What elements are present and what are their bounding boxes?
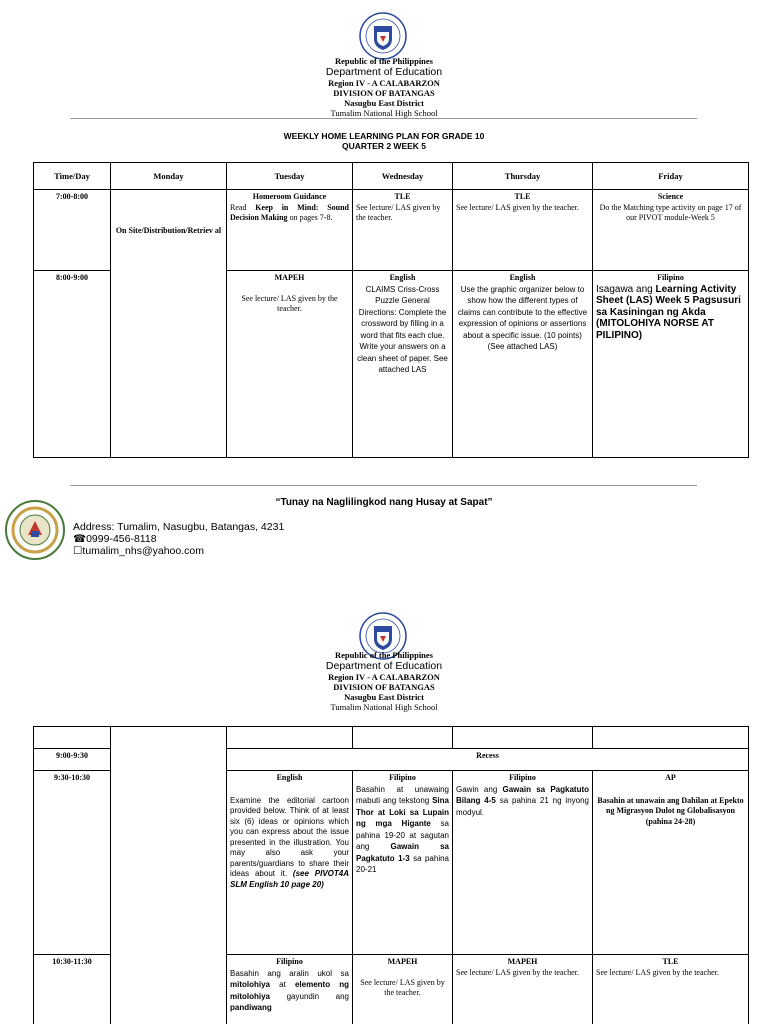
header-district: Nasugbu East District <box>344 98 424 108</box>
subject-label: Filipino <box>657 273 684 282</box>
time-cell: 10:30-11:30 <box>34 955 111 1024</box>
subject-label: English <box>389 273 416 282</box>
subject-label: MAPEH <box>274 273 305 282</box>
email-icon: ☐ <box>73 545 83 557</box>
activity-text: CLAIMS Criss-Cross Puzzle General Directions: Complete the crossword by filling in a word that fits each clue. Write your answers on a clean sheet of paper. See attached LAS <box>357 284 448 374</box>
header-department: Department of Education <box>325 660 443 672</box>
schedule-table-2 <box>33 726 749 1024</box>
footer-address: Address: Tumalim, Nasugbu, Batangas, 4231 <box>73 521 285 533</box>
subject-label: English <box>276 773 303 782</box>
subject-label: TLE <box>514 192 531 201</box>
subject-label: Filipino <box>389 773 416 782</box>
header-department: Department of Education <box>325 66 443 78</box>
plan-title: WEEKLY HOME LEARNING PLAN FOR GRADE 10 <box>283 131 485 141</box>
deped-seal-icon <box>359 12 407 60</box>
subject-label: AP <box>665 773 676 782</box>
blank-cell <box>34 727 111 749</box>
activity-text: Basahin ang aralin ukol sa mitolohiya at elemento ng mitolohiya gayundin ang pandiwang <box>230 968 349 1012</box>
time-cell: 7:00-8:00 <box>34 190 111 271</box>
activity-text: Isagawa ang Learning Activity Sheet (LAS) Week 5 Pagsusuri sa Kasiningan ng Akda (MITOLOHIYA NORSE AT PILIPINO) <box>596 283 741 341</box>
subject-label: MAPEH <box>387 957 418 966</box>
subject-label: Homeroom Guidance <box>252 192 327 201</box>
header-district: Nasugbu East District <box>344 692 424 702</box>
header-division: DIVISION OF BATANGAS <box>333 88 435 98</box>
header-thursday: Thursday <box>453 163 593 190</box>
subject-label: Science <box>657 192 684 201</box>
activity-text: See lecture/ LAS given by the teacher. <box>456 202 579 212</box>
monday-cell: On Site/Distribution/Retriev al <box>111 190 227 458</box>
footer-quote: “Tunay na Naglilingkod nang Husay at Sapat” <box>275 497 493 508</box>
recess-cell: Recess <box>227 749 749 771</box>
activity-text: See lecture/ LAS given by the teacher. <box>456 967 579 977</box>
subject-label: TLE <box>662 957 679 966</box>
activity-text: Basahin at unawaing mabuti ang tekstong Sina Thor at Loki sa Lupain ng mga Higante sa pahina 19-20 at sagutan ang Gawain sa Pagkatuto 1-3 sa pahina 20-21 <box>356 784 449 874</box>
header-friday: Friday <box>593 163 749 190</box>
blank-cell <box>353 727 453 749</box>
activity-text: Read Keep in Mind: Sound Decision Making on pages 7-8. <box>230 202 350 222</box>
monday-cell <box>111 727 227 1024</box>
subject-label: MAPEH <box>507 957 538 966</box>
header-region: Region IV - A CALABARZON <box>328 672 440 682</box>
activity-text: Gawin ang Gawain sa Pagkatuto Bilang 4-5 sa pahina 21 ng inyong modyul. <box>456 784 589 817</box>
blank-cell <box>227 727 353 749</box>
header-republic: Republic of the Philippines <box>334 56 433 66</box>
subject-label: Filipino <box>276 957 303 966</box>
time-cell: 8:00-9:00 <box>34 271 111 458</box>
activity-text: Use the graphic organizer below to show how the different types of claims can contribute to the effective expression of opinions or assertions about a specific issue. (10 points) (See attached LAS) <box>457 284 588 351</box>
blank-cell <box>453 727 593 749</box>
schedule-table-1 <box>33 162 749 458</box>
phone-icon: ☎ <box>73 533 87 545</box>
activity-text: See lecture/ LAS given by the teacher. <box>360 977 445 997</box>
header-school: Tumalim National High School <box>330 108 438 118</box>
school-seal-icon <box>4 499 66 561</box>
activity-text: Do the Matching type activity on page 17 of our PIVOT module-Week 5 <box>599 202 742 222</box>
subject-label: English <box>509 273 536 282</box>
subject-label: TLE <box>394 192 411 201</box>
header-school: Tumalim National High School <box>330 702 438 712</box>
header-division: DIVISION OF BATANGAS <box>333 682 435 692</box>
footer-divider <box>70 485 697 486</box>
activity-text: See lecture/ LAS given by the teacher. <box>596 967 719 977</box>
time-cell: 9:00-9:30 <box>34 749 111 771</box>
table-row <box>34 190 749 271</box>
header-tuesday: Tuesday <box>227 163 353 190</box>
activity-text: Examine the editorial cartoon provided below. Think of at least six (6) ideas or opinions which you can express about the issue presented in the illustration. You may also ask your parents/guardians to share their ideas about it. (see PIVOT4A SLM English 10 page 20) <box>230 795 349 889</box>
footer-phone: ☎0999-456-8118 <box>73 533 157 545</box>
header-time-day: Time/Day <box>34 163 111 190</box>
blank-cell <box>593 727 749 749</box>
activity-text: See lecture/ LAS given by the teacher. <box>241 293 338 313</box>
header-divider <box>70 118 697 119</box>
header-region: Region IV - A CALABARZON <box>328 78 440 88</box>
activity-text: See lecture/ LAS given by the teacher. <box>356 202 441 222</box>
activity-text: Basahin at unawain ang Dahilan at Epekto ng Migrasyon Dulot ng Globalisasyon (pahina 24-28) <box>597 795 744 826</box>
header-wednesday: Wednesday <box>353 163 453 190</box>
subject-label: Filipino <box>509 773 536 782</box>
plan-subtitle: QUARTER 2 WEEK 5 <box>341 141 427 151</box>
header-republic: Republic of the Philippines <box>334 650 433 660</box>
footer-email: ☐tumalim_nhs@yahoo.com <box>73 545 204 557</box>
time-cell: 9:30-10:30 <box>34 771 111 955</box>
header-monday: Monday <box>111 163 227 190</box>
